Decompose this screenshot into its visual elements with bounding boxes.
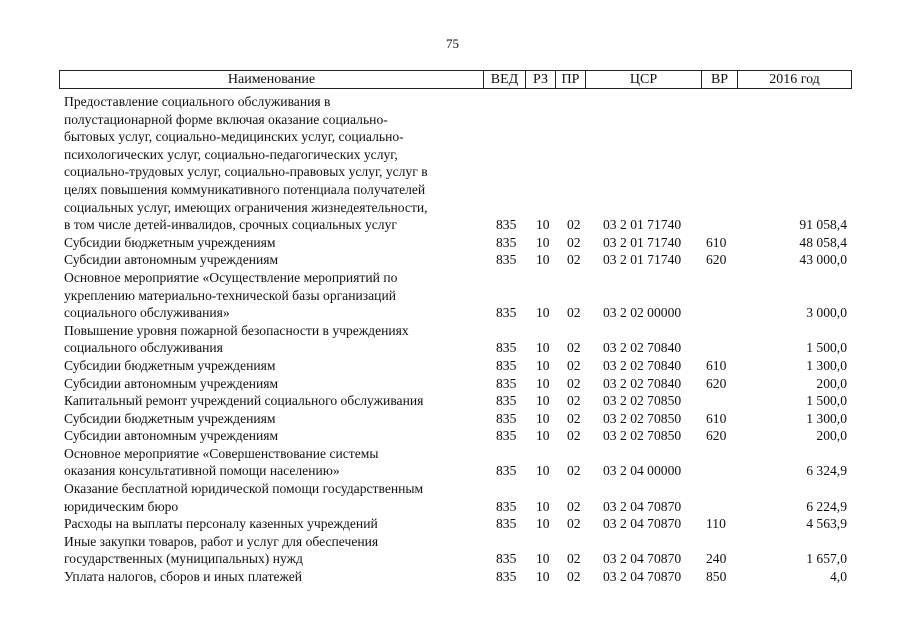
row-name bbox=[64, 533, 492, 568]
row-name-line: Субсидии автономным учреждениям bbox=[64, 428, 279, 444]
cell-rz: 10 bbox=[536, 516, 550, 532]
header-pr: ПР bbox=[555, 71, 585, 88]
row-name bbox=[64, 357, 492, 375]
cell-vr: 610 bbox=[706, 234, 727, 250]
header-year: 2016 год bbox=[737, 71, 851, 88]
row-name-line: укреплению материально-технической базы организаций bbox=[64, 287, 396, 303]
cell-rz: 10 bbox=[536, 551, 550, 567]
cell-pr: 02 bbox=[567, 357, 581, 373]
cell-vr: 620 bbox=[706, 252, 727, 268]
cell-csr: 03 2 04 70870 bbox=[603, 551, 682, 567]
cell-ved: 835 bbox=[496, 252, 517, 268]
cell-sum: 43 000,0 bbox=[799, 252, 847, 268]
cell-pr: 02 bbox=[567, 498, 581, 514]
cell-pr: 02 bbox=[567, 569, 581, 585]
cell-ved: 835 bbox=[496, 217, 517, 233]
row-name-line: Предоставление социального обслуживания в bbox=[64, 94, 331, 109]
row-name-line: Повышение уровня пожарной безопасности в учреждениях bbox=[64, 322, 409, 338]
cell-csr: 03 2 04 70870 bbox=[603, 569, 682, 585]
row-name-line: социально-трудовых услуг, социально-правовых услуг, услуг в bbox=[64, 164, 428, 180]
header-rz: РЗ bbox=[525, 71, 555, 88]
cell-rz: 10 bbox=[536, 357, 550, 373]
row-name bbox=[64, 427, 492, 445]
cell-ved: 835 bbox=[496, 375, 517, 391]
row-name-line: в том числе детей-инвалидов, срочных социальных услуг bbox=[64, 217, 397, 233]
cell-ved: 835 bbox=[496, 516, 517, 532]
cell-sum: 3 000,0 bbox=[806, 305, 847, 321]
row-name-line: Расходы на выплаты персоналу казенных учреждений bbox=[64, 516, 378, 532]
cell-pr: 02 bbox=[567, 217, 581, 233]
cell-csr: 03 2 04 00000 bbox=[603, 463, 682, 479]
cell-csr: 03 2 02 70850 bbox=[603, 428, 682, 444]
cell-rz: 10 bbox=[536, 305, 550, 321]
cell-ved: 835 bbox=[496, 569, 517, 585]
cell-sum: 91 058,4 bbox=[799, 217, 847, 233]
cell-pr: 02 bbox=[567, 551, 581, 567]
table-row bbox=[0, 568, 905, 586]
cell-csr: 03 2 02 70840 bbox=[603, 357, 682, 373]
cell-csr: 03 2 04 70870 bbox=[603, 516, 682, 532]
row-name-line: Основное мероприятие «Осуществление мероприятий по bbox=[64, 269, 398, 285]
cell-vr: 620 bbox=[706, 428, 727, 444]
row-name bbox=[64, 392, 492, 410]
row-name-line: Субсидии бюджетным учреждениям bbox=[64, 234, 276, 250]
row-name bbox=[64, 445, 492, 480]
cell-ved: 835 bbox=[496, 340, 517, 356]
header-ved: ВЕД bbox=[483, 71, 525, 88]
cell-sum: 1 300,0 bbox=[806, 410, 847, 426]
row-name-line: целях повышения коммуникативного потенциала получателей bbox=[64, 181, 426, 197]
row-name-line: юридическим бюро bbox=[64, 498, 179, 514]
row-name-line: психологических услуг, социально-педагогических услуг, bbox=[64, 146, 398, 162]
cell-pr: 02 bbox=[567, 252, 581, 268]
cell-rz: 10 bbox=[536, 252, 550, 268]
cell-rz: 10 bbox=[536, 340, 550, 356]
cell-csr: 03 2 01 71740 bbox=[603, 217, 682, 233]
row-name bbox=[64, 269, 492, 322]
cell-sum: 6 324,9 bbox=[806, 463, 847, 479]
cell-sum: 1 657,0 bbox=[806, 551, 847, 567]
cell-pr: 02 bbox=[567, 393, 581, 409]
cell-vr: 610 bbox=[706, 357, 727, 373]
cell-rz: 10 bbox=[536, 428, 550, 444]
row-name-line: Основное мероприятие «Совершенствование системы bbox=[64, 445, 379, 461]
table-row bbox=[0, 392, 905, 410]
row-name-line: бытовых услуг, социально-медицинских услуг, социально- bbox=[64, 129, 404, 145]
cell-ved: 835 bbox=[496, 357, 517, 373]
cell-sum: 6 224,9 bbox=[806, 498, 847, 514]
row-name-line: Субсидии автономным учреждениям bbox=[64, 375, 279, 391]
header-name: Наименование bbox=[227, 72, 316, 87]
cell-csr: 03 2 01 71740 bbox=[603, 234, 682, 250]
cell-csr: 03 2 02 70840 bbox=[603, 340, 682, 356]
row-name bbox=[64, 375, 492, 393]
table-body bbox=[0, 93, 905, 586]
cell-ved: 835 bbox=[496, 498, 517, 514]
row-name-line: Капитальный ремонт учреждений социального обслуживания bbox=[64, 393, 424, 409]
cell-ved: 835 bbox=[496, 463, 517, 479]
cell-csr: 03 2 02 00000 bbox=[603, 305, 682, 321]
cell-vr: 620 bbox=[706, 375, 727, 391]
table-row bbox=[0, 445, 905, 480]
table-row bbox=[0, 322, 905, 357]
cell-ved: 835 bbox=[496, 551, 517, 567]
row-name-line: Субсидии автономным учреждениям bbox=[64, 252, 279, 268]
row-name bbox=[64, 93, 492, 234]
page-number: 75 bbox=[446, 36, 459, 51]
row-name-line: Иные закупки товаров, работ и услуг для обеспечения bbox=[64, 533, 379, 549]
row-name bbox=[64, 251, 492, 269]
header-vr: ВР bbox=[701, 71, 737, 88]
cell-sum: 200,0 bbox=[816, 375, 847, 391]
cell-sum: 4,0 bbox=[830, 569, 847, 585]
cell-csr: 03 2 04 70870 bbox=[603, 498, 682, 514]
cell-rz: 10 bbox=[536, 410, 550, 426]
cell-rz: 10 bbox=[536, 234, 550, 250]
cell-rz: 10 bbox=[536, 498, 550, 514]
cell-vr: 240 bbox=[706, 551, 727, 567]
table-row bbox=[0, 357, 905, 375]
row-name-line: Субсидии бюджетным учреждениям bbox=[64, 357, 276, 373]
cell-sum: 1 500,0 bbox=[806, 340, 847, 356]
row-name bbox=[64, 568, 492, 586]
row-name-line: полустационарной форме включая оказание социально- bbox=[64, 111, 388, 127]
cell-csr: 03 2 02 70840 bbox=[603, 375, 682, 391]
row-name-line: Оказание бесплатной юридической помощи государственным bbox=[64, 481, 424, 497]
header-csr: ЦСР bbox=[585, 71, 701, 88]
cell-pr: 02 bbox=[567, 234, 581, 250]
row-name-line: оказания консультативной помощи населению» bbox=[64, 463, 340, 479]
cell-sum: 1 500,0 bbox=[806, 393, 847, 409]
cell-sum: 4 563,9 bbox=[806, 516, 847, 532]
cell-ved: 835 bbox=[496, 428, 517, 444]
cell-ved: 835 bbox=[496, 393, 517, 409]
cell-ved: 835 bbox=[496, 234, 517, 250]
cell-pr: 02 bbox=[567, 428, 581, 444]
cell-sum: 1 300,0 bbox=[806, 357, 847, 373]
cell-pr: 02 bbox=[567, 410, 581, 426]
cell-pr: 02 bbox=[567, 375, 581, 391]
cell-vr: 610 bbox=[706, 410, 727, 426]
row-name bbox=[64, 410, 492, 428]
cell-rz: 10 bbox=[536, 463, 550, 479]
cell-pr: 02 bbox=[567, 463, 581, 479]
table-row bbox=[0, 269, 905, 322]
row-name-line: социального обслуживания» bbox=[64, 305, 230, 321]
cell-sum: 48 058,4 bbox=[799, 234, 847, 250]
cell-pr: 02 bbox=[567, 340, 581, 356]
row-name bbox=[64, 480, 492, 515]
cell-csr: 03 2 01 71740 bbox=[603, 252, 682, 268]
cell-rz: 10 bbox=[536, 393, 550, 409]
table-row bbox=[0, 375, 905, 393]
cell-vr: 110 bbox=[706, 516, 726, 532]
cell-csr: 03 2 02 70850 bbox=[603, 393, 682, 409]
row-name bbox=[64, 322, 492, 357]
table-row bbox=[0, 93, 905, 234]
cell-ved: 835 bbox=[496, 305, 517, 321]
cell-sum: 200,0 bbox=[816, 428, 847, 444]
cell-ved: 835 bbox=[496, 410, 517, 426]
cell-vr: 850 bbox=[706, 569, 727, 585]
cell-rz: 10 bbox=[536, 375, 550, 391]
row-name-line: Уплата налогов, сборов и иных платежей bbox=[64, 569, 303, 585]
cell-csr: 03 2 02 70850 bbox=[603, 410, 682, 426]
cell-rz: 10 bbox=[536, 569, 550, 585]
row-name-line: социального обслуживания bbox=[64, 340, 223, 356]
cell-pr: 02 bbox=[567, 516, 581, 532]
table-header bbox=[59, 70, 852, 89]
table-row bbox=[0, 515, 905, 533]
table-row bbox=[0, 533, 905, 568]
table-row bbox=[0, 410, 905, 428]
cell-pr: 02 bbox=[567, 305, 581, 321]
table-row bbox=[0, 234, 905, 252]
row-name-line: Субсидии бюджетным учреждениям bbox=[64, 410, 276, 426]
row-name bbox=[64, 515, 492, 533]
row-name-line: государственных (муниципальных) нужд bbox=[64, 551, 303, 567]
table-row bbox=[0, 427, 905, 445]
row-name-line: социальных услуг, имеющих ограничения жизнедеятельности, bbox=[64, 199, 428, 215]
cell-rz: 10 bbox=[536, 217, 550, 233]
table-row bbox=[0, 480, 905, 515]
table-row bbox=[0, 251, 905, 269]
row-name bbox=[64, 234, 492, 252]
